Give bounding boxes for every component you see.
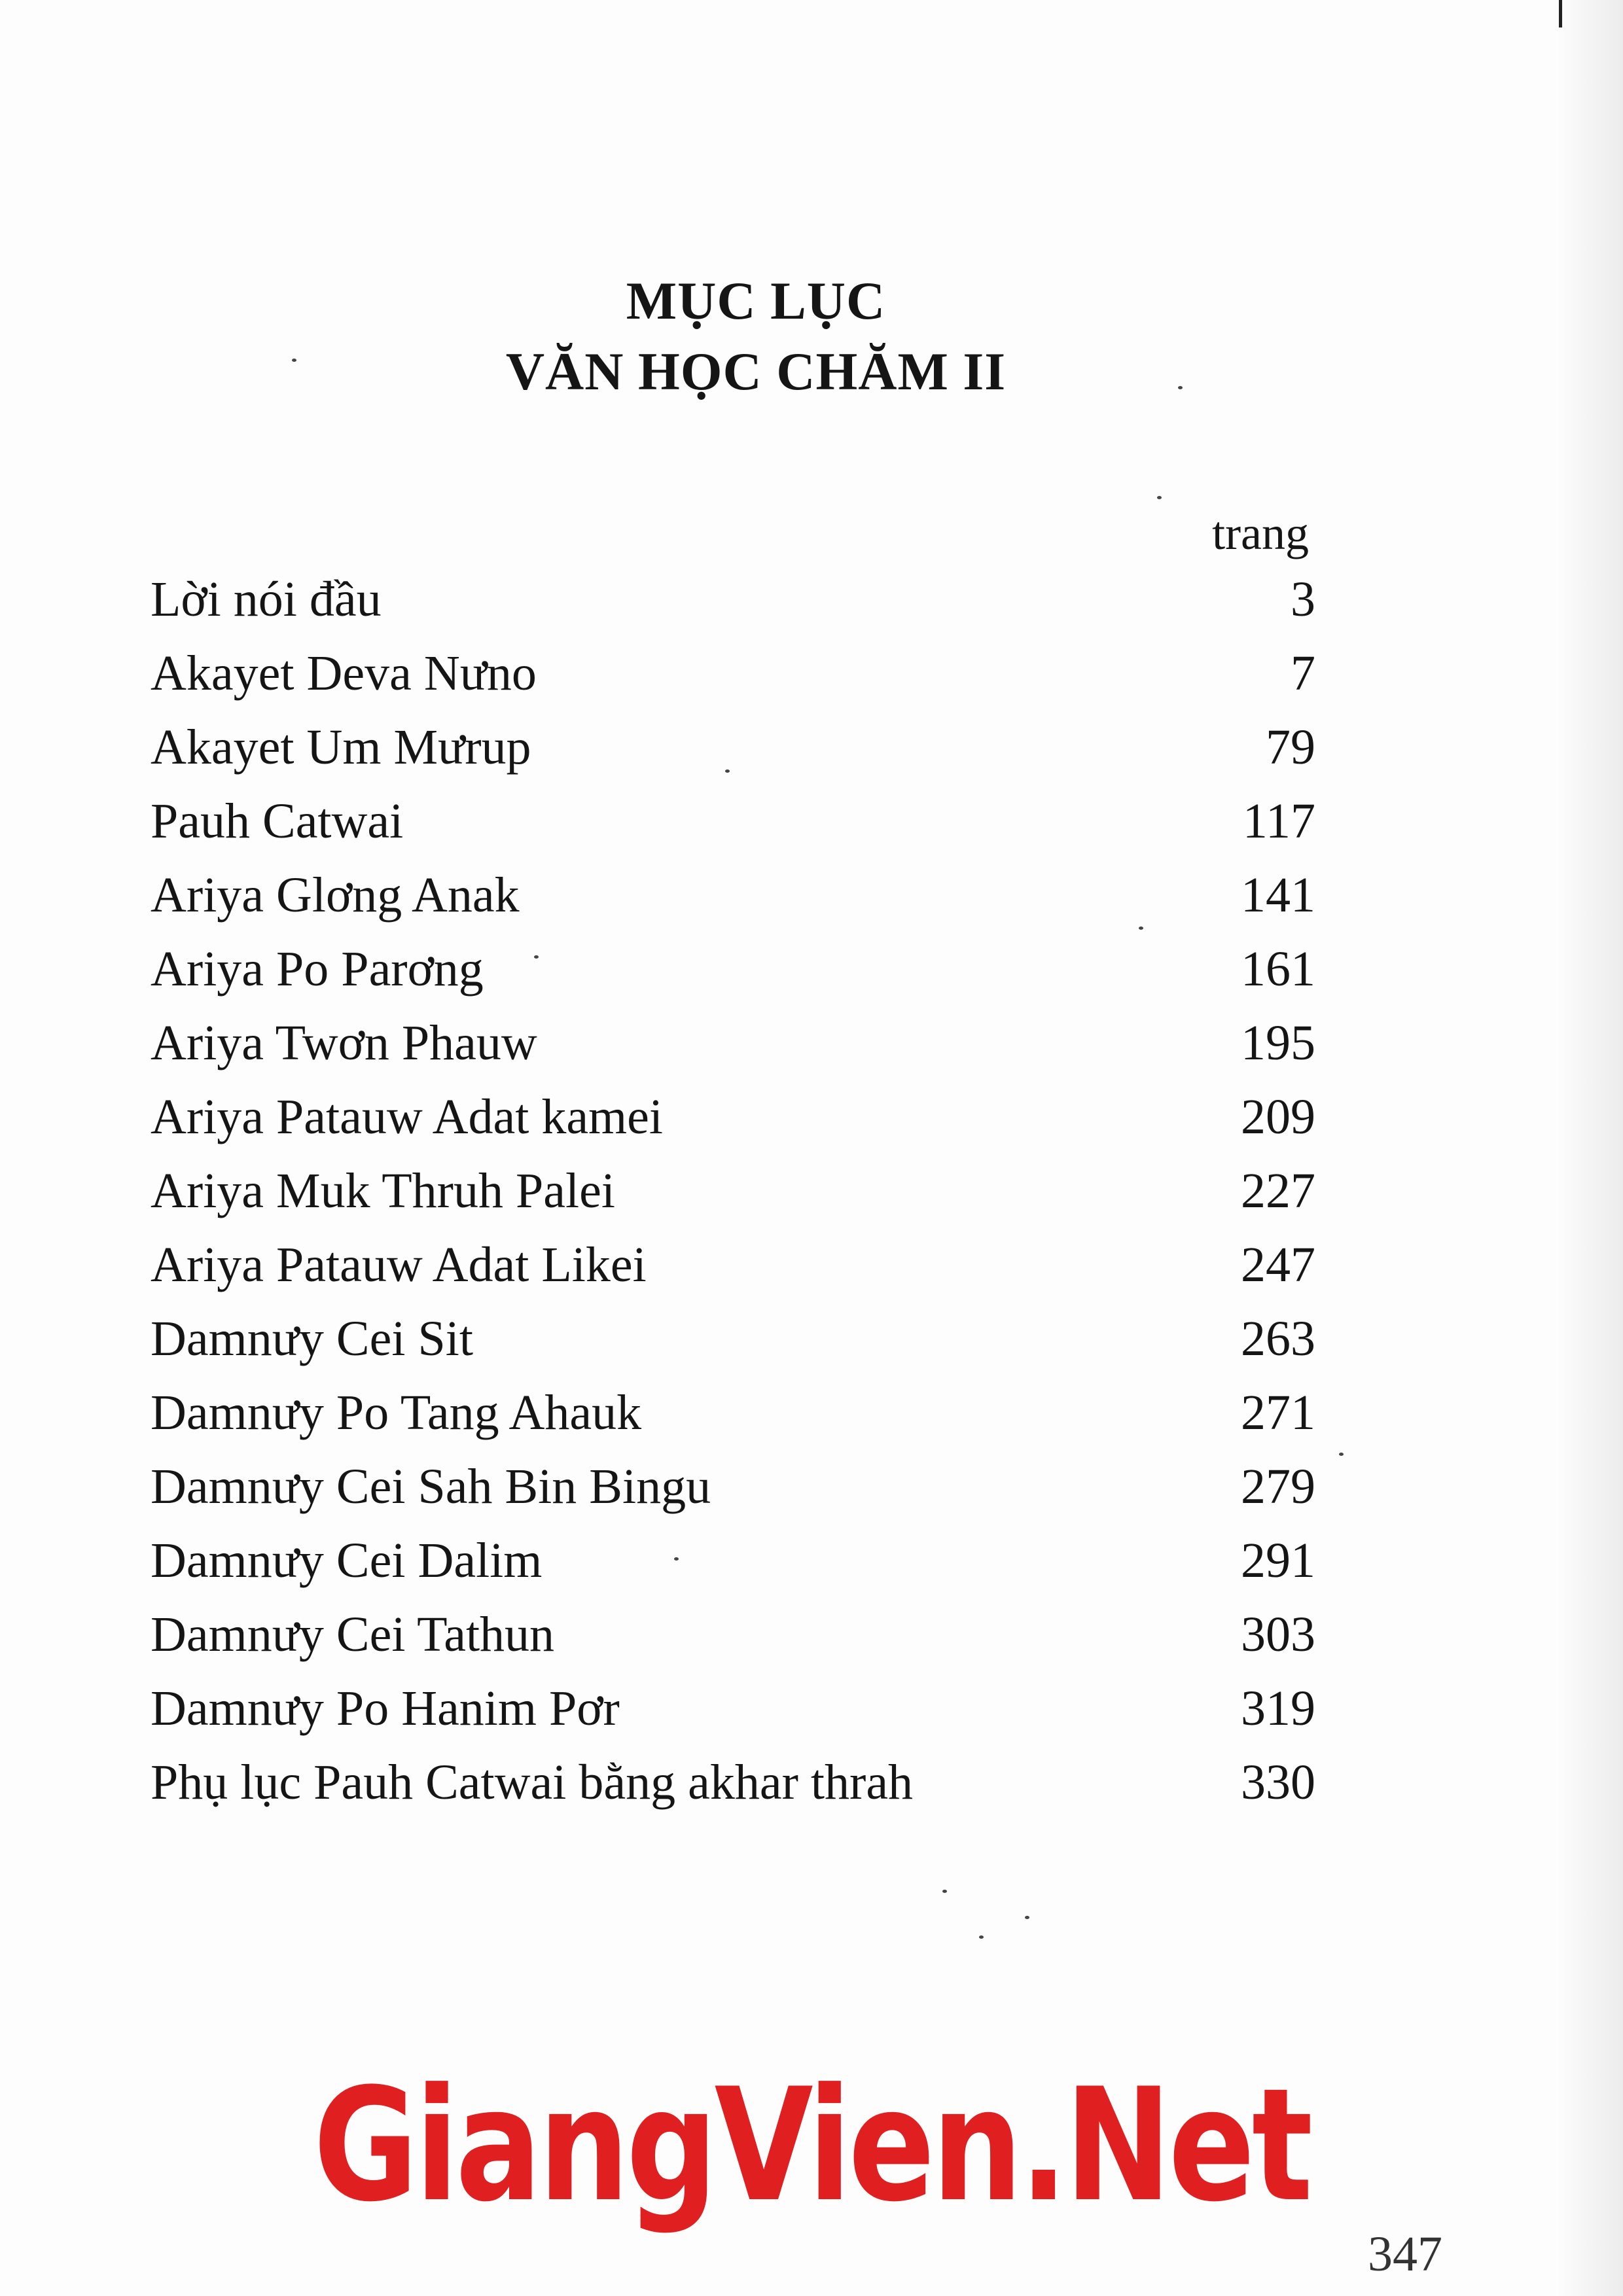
toc-entry-title: Damnưy Po Hanim Pơr [151,1681,620,1736]
toc-entry-title: Damnưy Cei Sit [151,1311,473,1366]
toc-entry-title: Ariya Po Parơng [151,942,484,997]
toc-entry-page: 271 [1241,1385,1315,1440]
toc-entry-title: Damnưy Cei Tathun [151,1607,555,1662]
toc-entry-page: 141 [1241,868,1315,923]
toc-entry-page: 279 [1241,1459,1315,1514]
toc-entry [151,1746,1315,1820]
toc-entry-page: 195 [1241,1016,1315,1070]
toc-entry-title: Ariya Patauw Adat kamei [151,1089,664,1144]
toc-entry [151,1376,1315,1450]
toc-entry-title: Ariya Muk Thruh Palei [151,1163,615,1218]
toc-entry [151,785,1315,858]
toc-entry-title: Ariya Twơn Phauw [151,1016,537,1070]
toc-entry-page: 263 [1241,1311,1315,1366]
toc-entry-title: Akayet Um Mưrup [151,720,531,775]
toc-entry-title: Ariya Glơng Anak [151,868,520,923]
table-of-contents [151,563,1315,1820]
toc-entry-title: Akayet Deva Nưno [151,646,537,701]
page-title: MỤC LỤC [626,271,886,330]
toc-entry [151,711,1315,785]
toc-entry-title: Ariya Patauw Adat Likei [151,1237,647,1292]
toc-entry-page: 7 [1291,646,1315,701]
toc-entry [151,1006,1315,1080]
toc-entry-title: Phụ lục Pauh Catwai bằng akhar thrah [151,1755,914,1810]
toc-entry [151,858,1315,932]
toc-entry-title: Pauh Catwai [151,794,404,849]
toc-entry-page: 303 [1241,1607,1315,1662]
page-edge-mark [1559,0,1562,27]
toc-entry [151,1524,1315,1598]
page-number: 347 [1368,2227,1442,2282]
page-edge-shadow [1558,0,1623,2296]
toc-entry-page: 247 [1241,1237,1315,1292]
scan-speck [1157,496,1162,499]
scan-speck [1025,1916,1029,1919]
toc-entry-page: 330 [1241,1755,1315,1810]
toc-entry-page: 117 [1242,794,1315,849]
toc-entry-page: 209 [1241,1089,1315,1144]
toc-entry [151,1302,1315,1376]
toc-entry-page: 3 [1291,572,1315,627]
toc-entry-page: 227 [1241,1163,1315,1218]
title-block [0,268,1512,404]
toc-entry [151,1080,1315,1154]
toc-entry-title: Damnưy Cei Sah Bin Bingu [151,1459,711,1514]
scan-speck [942,1890,947,1893]
toc-entry-title: Damnưy Po Tang Ahauk [151,1385,642,1440]
page-column-header: trang [1212,507,1309,559]
toc-entry [151,1154,1315,1228]
toc-entry-page: 79 [1266,720,1315,775]
toc-entry [151,637,1315,711]
toc-entry [151,1228,1315,1302]
page-subtitle: VĂN HỌC CHĂM II [505,342,1007,401]
toc-entry [151,932,1315,1006]
toc-entry [151,563,1315,637]
toc-entry-page: 319 [1241,1681,1315,1736]
toc-entry [151,1672,1315,1746]
scan-speck [1339,1453,1344,1456]
watermark-text: GiangVien.Net [313,2055,1310,2236]
scan-speck [979,1935,984,1939]
toc-entry [151,1598,1315,1672]
toc-entry-page: 291 [1241,1533,1315,1588]
toc-entry-page: 161 [1241,942,1315,997]
toc-entry-title: Lời nói đầu [151,572,382,627]
toc-entry-title: Damnưy Cei Dalim [151,1533,543,1588]
toc-entry [151,1450,1315,1524]
